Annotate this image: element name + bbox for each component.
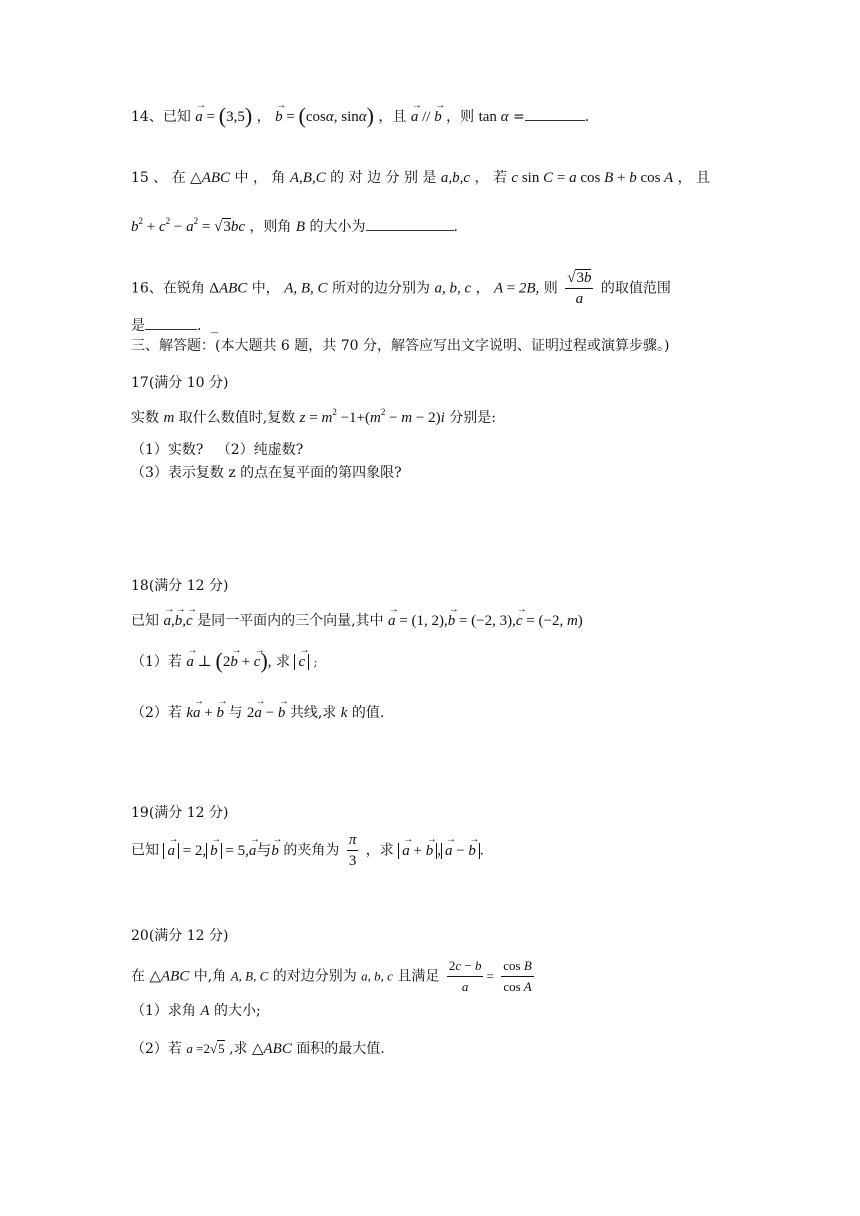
q15-condition: c sin C = a cos B + b cos A — [511, 170, 674, 186]
q20-part-2 — [131, 1039, 385, 1059]
q14-formula-a: → a = (3,5) — [195, 109, 252, 125]
q14-formula-parallel: → a // → b — [411, 109, 442, 125]
q15-angles: A,B,C — [289, 170, 326, 186]
q18-part-2-b: 与 — [228, 705, 243, 721]
q16-sides: a, b, c — [434, 280, 472, 297]
section-3-header: 三、解答题：(本大题共 6 题，共 70 分，解答应写出文字说明、证明过程或演算步骤。) — [131, 338, 670, 354]
q17-stem — [131, 408, 496, 428]
q16-mid4: 则 — [543, 280, 558, 297]
q16-line2-end: ．_ — [197, 318, 218, 334]
q14-sep2: ，且 — [378, 109, 407, 125]
q20-sides: a, b, c — [361, 968, 393, 984]
q15-mid2: 的 对 边 分 别 是 — [330, 170, 437, 186]
q15-answer-blank — [366, 217, 454, 231]
q20-right-fraction: $\frac{\text{cos B}}{\text{cos A}}$ — [503, 958, 532, 994]
q18-stem — [131, 611, 583, 631]
q16-angles: A, B, C — [284, 280, 328, 297]
q20-angle-a: A — [200, 1003, 210, 1019]
q16-mid5: 的取值范围 — [600, 280, 671, 297]
q18-part-1 — [131, 648, 318, 673]
q19-stem-c: ，求 — [365, 842, 394, 859]
q20-part-1 — [131, 1001, 261, 1021]
q20-stem: 在 △ABC 中,角 A, B, C 的对边分别为 a, b, c 且满足 $\frac{2c - b}{a}$ = $\frac{\text{cos B}}{\text{cos A}}$ — [131, 956, 537, 997]
q20-stem-d: 且满足 — [397, 968, 440, 985]
q16-fraction: $\frac{√3b}{a}$ — [567, 270, 592, 307]
q20-side-a: a =2√5 — [186, 1041, 225, 1056]
q18-definitions: → a = (1, 2),→ b = (−2, 3),→ c = (−2, m) — [388, 613, 583, 629]
q15-line2-end: ，则角 — [249, 219, 292, 235]
q20-part-2-b: ,求 — [229, 1041, 248, 1057]
q20-stem-b: 中,角 — [193, 968, 227, 985]
q16-answer-blank — [145, 316, 197, 330]
q14-equals: = — [513, 109, 525, 125]
q18-title: 18(满分 12 分) — [131, 578, 229, 594]
q18-expr-2: 2→ a − → b — [247, 705, 285, 721]
question-14: 14、已知 → a = (3,5) ， → b = (cosα, sinα) ，且 → a // → b ，则 tan α = . — [131, 106, 589, 127]
q17-formula: $z = m^2 -1+(m^2 - m - 2)i$ — [299, 407, 445, 426]
q15-equation: $b^2 + c^2 - a^2 = √3bc$ — [131, 216, 245, 235]
q20-part-2-a: （2）若 — [131, 1041, 182, 1057]
q17-var-m: m — [163, 410, 175, 426]
q18-expr-1: k→ a + → b — [186, 705, 224, 721]
q18-part-1-a: （1）若 — [131, 654, 182, 670]
q19-stem-a: 已知 — [131, 842, 159, 859]
question-16-line2 — [131, 316, 218, 336]
question-16-line1 — [131, 268, 671, 309]
q20-triangle-2: △ABC — [251, 1041, 292, 1057]
q20-left-fraction: $\frac{2c - b}{a}$ — [448, 958, 482, 994]
q14-prefix: 14、已知 — [131, 109, 191, 125]
q16-prefix: 16、在锐角 — [131, 280, 205, 297]
q19-angle-fraction: $\frac{\pi}{3}$ — [348, 832, 357, 869]
q17-part-2: （2）纯虚数? — [216, 442, 304, 458]
q18-abs-c: → c — [294, 654, 309, 670]
q15-mid4: ， 且 — [677, 170, 711, 186]
q17-stem-b: 取什么数值时,复数 — [178, 410, 296, 426]
q16-line2: 是 — [131, 318, 145, 334]
q18-vectors: → a,→ b,→ c — [163, 613, 192, 629]
q20-angles: A, B, C — [230, 968, 269, 984]
q19-title: 19(满分 12 分) — [131, 805, 229, 821]
q17-part-1: （1）实数? — [131, 442, 204, 458]
q19-targets: → a + → b ,→ a − → b . — [398, 843, 483, 859]
q20-part-2-c: 面积的最大值. — [296, 1041, 385, 1057]
q18-stem-a: 已知 — [131, 613, 159, 629]
q20-part-1-a: （1）求角 — [131, 1003, 196, 1019]
q20-title: 20(满分 12 分) — [131, 928, 229, 944]
q20-stem-a: 在 — [131, 968, 145, 985]
q15-sides: a,b,c — [440, 170, 471, 186]
q18-var-k: k — [340, 705, 348, 721]
q20-triangle: △ABC — [149, 968, 190, 985]
q15-angle-b: B — [295, 219, 306, 235]
q19-stem — [131, 830, 484, 871]
q18-part-2-c: 共线,求 — [289, 705, 337, 721]
q15-triangle: △ABC — [190, 170, 231, 186]
q18-stem-b: 是同一平面内的三个向量,其中 — [197, 613, 384, 629]
q19-stem-b: 的夹角为 — [283, 842, 340, 859]
question-15-line2: $b^2 + c^2 - a^2 = √3bc$ ，则角 B 的大小为 . — [131, 216, 458, 235]
q18-part-1-b: 求 — [275, 654, 290, 670]
q18-part-2-a: （2）若 — [131, 705, 182, 721]
q16-mid3: ， — [475, 280, 490, 297]
q17-stem-a: 实数 — [131, 410, 159, 426]
q15-prefix: 15 、 在 — [131, 170, 186, 186]
question-15-line1 — [131, 168, 710, 188]
q18-part-1-c: ; — [313, 656, 318, 669]
q17-part-1-2 — [131, 440, 303, 460]
q14-formula-b: → b = (cosα, sinα) — [275, 109, 374, 125]
q15-line2-tail: 的大小为 — [309, 219, 366, 235]
q16-condition: A = 2B, — [494, 280, 540, 297]
q17-part-3: （3）表示复数 z 的点在复平面的第四象限? — [131, 465, 402, 481]
q15-mid1: 中 ， 角 — [234, 170, 286, 186]
q16-mid1: 中， — [251, 280, 280, 297]
q16-triangle: ΔABC — [209, 280, 248, 297]
q19-conditions: → a = 2,→ b = 5,→ a与→ b — [163, 843, 278, 859]
q15-mid3: ， 若 — [474, 170, 507, 186]
q16-mid2: 所对的边分别为 — [331, 280, 430, 297]
q20-stem-c: 的对边分别为 — [272, 968, 357, 985]
q14-answer-blank — [525, 107, 585, 121]
q17-title: 17(满分 10 分) — [131, 375, 229, 391]
q14-formula-tan: tan α — [478, 109, 509, 125]
q17-stem-c: 分别是: — [449, 410, 496, 426]
q14-sep3: ，则 — [446, 109, 475, 125]
q20-part-1-b: 的大小; — [214, 1003, 261, 1019]
q18-part-2-d: 的值. — [351, 705, 385, 721]
q14-sep1: ， — [256, 109, 271, 125]
q18-perp: → a ⊥ (2→ b + → c), — [186, 654, 271, 670]
q18-part-2 — [131, 703, 384, 723]
